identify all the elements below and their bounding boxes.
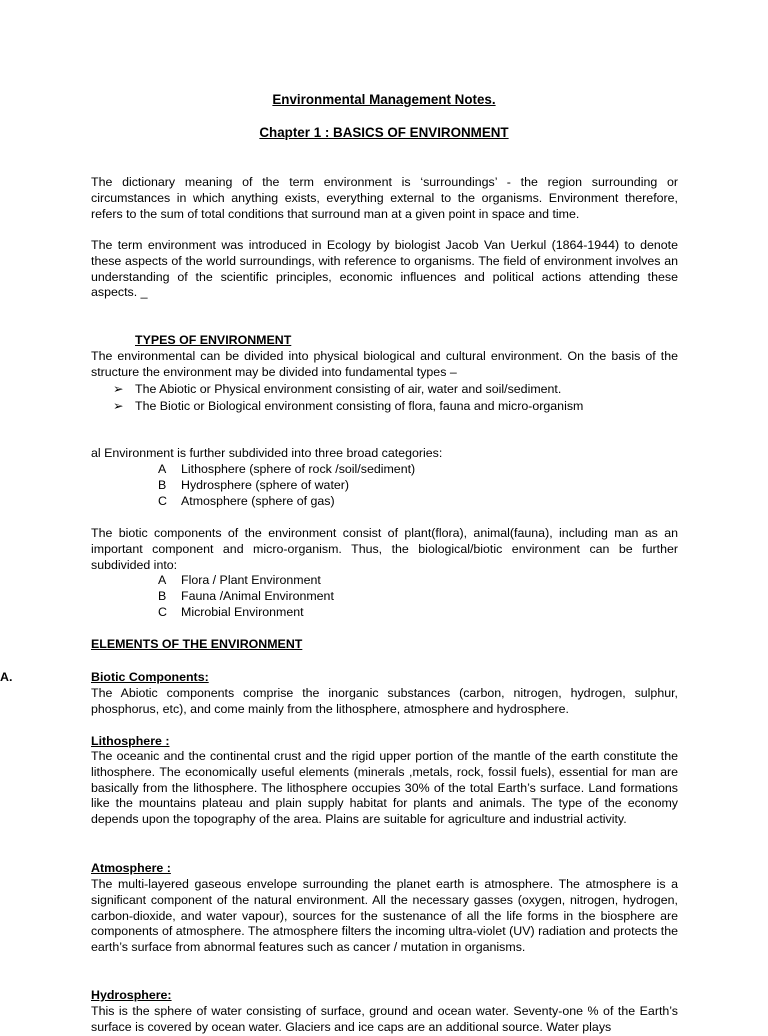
biotic-paragraph: The biotic components of the environment consist of plant(flora), animal(fauna), including man as an important component and micro-organism. Thus, the biological/biotic environment can be further subdivided into: bbox=[91, 526, 678, 572]
biotic-components-heading: Biotic Components: bbox=[91, 670, 209, 684]
hydrosphere-paragraph: This is the sphere of water consisting of surface, ground and ocean water. Seventy-one % of the Earth’s surface is covered by ocean water. Glaciers and ice caps are an additional source. Water plays bbox=[91, 1004, 678, 1034]
list-item: C Atmosphere (sphere of gas) bbox=[158, 494, 335, 508]
physical-intro: al Environment is further subdivided into three broad categories: bbox=[91, 446, 443, 460]
bullet-item bbox=[113, 399, 583, 415]
types-paragraph: The environmental can be divided into physical biological and cultural environment. On the basis of the structure the environment may be divided into fundamental types – bbox=[91, 349, 678, 379]
lithosphere-heading: Lithosphere : bbox=[91, 734, 170, 748]
bullet-text: The Biotic or Biological environment consisting of flora, fauna and micro-organism bbox=[135, 399, 584, 413]
intro-paragraph-2: The term environment was introduced in Ecology by biologist Jacob Van Uerkul (1864-1944) to denote these aspects of the world surroundings, with reference to organisms. The field of environment involves an understanding of the scientific principles, economic influences and political actions attending these aspects. _ bbox=[91, 238, 678, 300]
lithosphere-paragraph: The oceanic and the continental crust and the rigid upper portion of the mantle of the earth constitute the lithosphere. The economically useful elements (minerals ,metals, rock, fossil fuels), essential for man are basically from the lithosphere. The lithosphere occupies 30% of the total Earth’s surface. Land formations like the mountains plateau and plain supply habitat for plants and animals. The type of the economy depends upon the topography of the area. Plains are suitable for agriculture and industrial activity. bbox=[91, 749, 678, 827]
chapter-title: Chapter 1 : BASICS OF ENVIRONMENT bbox=[259, 125, 509, 140]
list-item: C Microbial Environment bbox=[158, 605, 304, 619]
bullet-item bbox=[113, 382, 561, 398]
list-item: B Fauna /Animal Environment bbox=[158, 589, 334, 603]
arrow-bullet-icon: ➢ bbox=[113, 382, 124, 396]
hydrosphere-heading: Hydrosphere: bbox=[91, 988, 172, 1002]
arrow-bullet-icon: ➢ bbox=[113, 399, 124, 413]
atmosphere-heading: Atmosphere : bbox=[91, 861, 171, 875]
bullet-text: The Abiotic or Physical environment consisting of air, water and soil/sediment. bbox=[135, 382, 562, 396]
types-heading: TYPES OF ENVIRONMENT bbox=[135, 333, 292, 347]
intro-paragraph-1: The dictionary meaning of the term environment is ‘surroundings’ - the region surrounding or circumstances in which anything exists, everything external to the organisms. Environment therefore, refers to the sum of total conditions that surround man at a given point in space and time. bbox=[91, 175, 678, 221]
elements-heading: ELEMENTS OF THE ENVIRONMENT bbox=[91, 637, 303, 651]
list-item: B Hydrosphere (sphere of water) bbox=[158, 478, 350, 492]
list-item: A Flora / Plant Environment bbox=[158, 573, 321, 587]
document-title: Environmental Management Notes. bbox=[272, 92, 496, 107]
list-item: A Lithosphere (sphere of rock /soil/sediment) bbox=[158, 462, 416, 476]
biotic-components-paragraph: The Abiotic components comprise the inorganic substances (carbon, nitrogen, hydrogen, sulphur, phosphorus, etc), and come mainly from the lithosphere, atmosphere and hydrosphere. bbox=[91, 686, 678, 716]
section-marker: A. bbox=[0, 670, 13, 684]
atmosphere-paragraph: The multi-layered gaseous envelope surrounding the planet earth is atmosphere. The atmosphere is a significant component of the natural environment. All the necessary gasses (oxygen, nitrogen, hydrogen, carbon-dioxide, and water vapour), sources for the sustenance of all the life forms in the biosphere are components of atmosphere. The atmosphere filters the incoming ultra-violet (UV) radiation and protects the earth’s surface from abnormal features such as cancer / mutation in organisms. bbox=[91, 877, 678, 955]
